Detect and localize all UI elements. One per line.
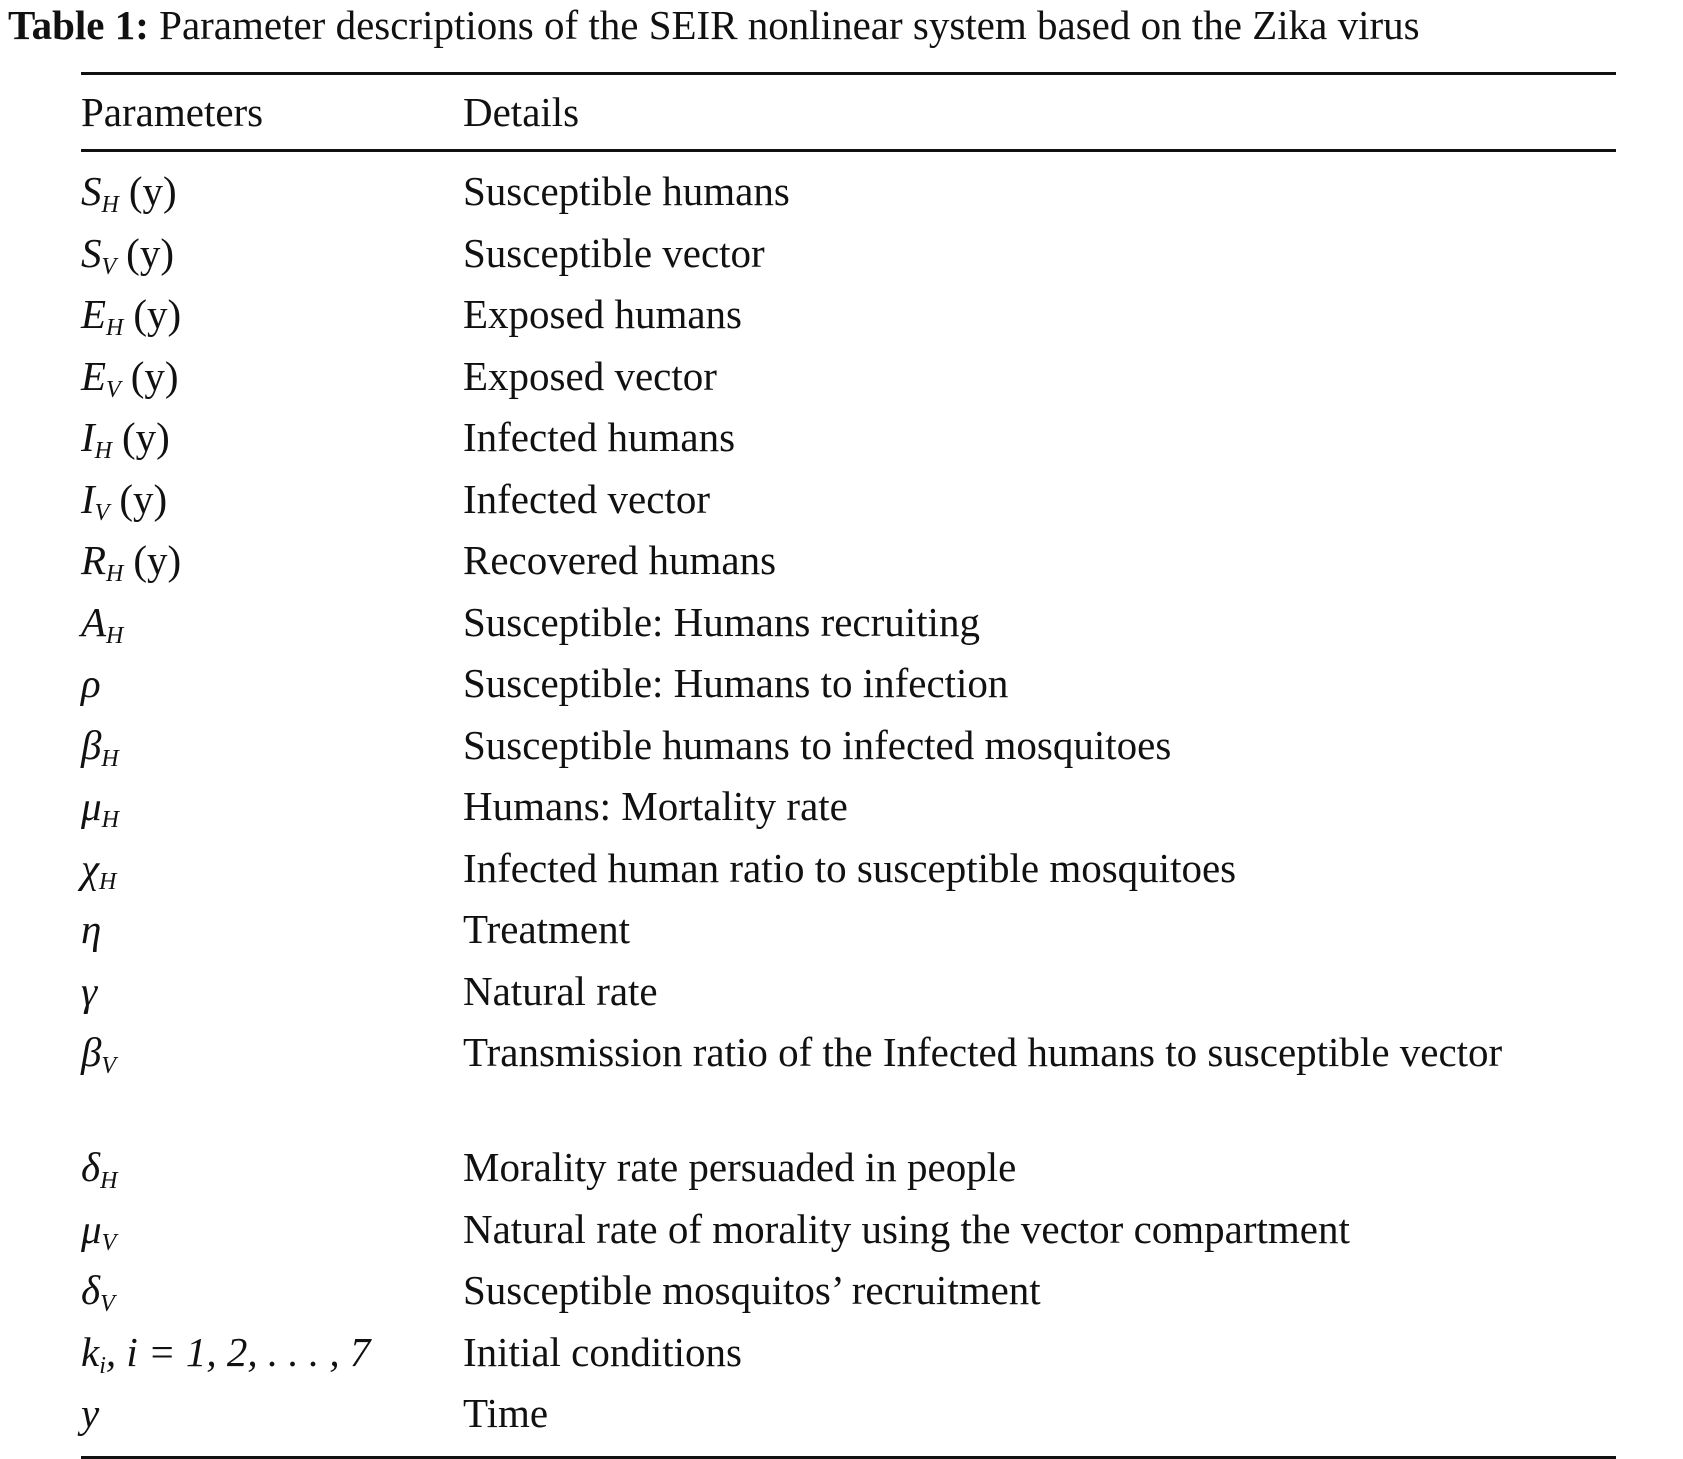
symbol-base: k (81, 1328, 100, 1375)
parameter-cell (81, 1202, 463, 1256)
table-row (81, 226, 1616, 288)
table-row (81, 1025, 1616, 1140)
parameter-cell (81, 410, 463, 464)
symbol-base: δ (81, 1144, 101, 1190)
table-row (81, 164, 1616, 226)
parameter-cell (81, 1140, 463, 1194)
detail-cell: Natural rate (463, 967, 658, 1014)
parameter-cell (81, 533, 463, 587)
symbol-subscript: H (100, 1168, 118, 1194)
parameter-cell (81, 1386, 463, 1440)
symbol-subscript: H (101, 807, 119, 833)
table-row (81, 841, 1616, 903)
symbol-base: β (81, 721, 102, 768)
parameter-cell (81, 779, 463, 833)
detail-cell: Recovered humans (463, 537, 777, 583)
table-row (81, 410, 1616, 472)
parameter-symbol (81, 598, 124, 649)
symbol-base: A (81, 598, 107, 645)
parameter-cell (81, 1325, 463, 1379)
header-parameters: Parameters (81, 89, 264, 135)
symbol-argument: (y) (130, 352, 179, 399)
parameter-cell (81, 164, 463, 218)
detail-cell: Susceptible: Humans to infection (463, 660, 1009, 706)
symbol-subscript: H (106, 561, 124, 587)
table-body (81, 152, 1616, 1456)
parameter-symbol (81, 844, 117, 895)
parameter-symbol (81, 414, 112, 464)
symbol-subscript: H (101, 192, 119, 218)
table-row (81, 472, 1616, 534)
parameter-cell (81, 718, 463, 772)
detail-cell: Susceptible humans (463, 168, 790, 214)
symbol-argument: , i = 1, 2, . . . , 7 (105, 1328, 371, 1375)
table-row (81, 779, 1616, 841)
detail-cell: Morality rate persuaded in people (463, 1144, 1017, 1190)
table-row (81, 1140, 1616, 1202)
symbol-base: E (81, 352, 107, 399)
detail-cell: Time (463, 1390, 549, 1436)
symbol-base: R (81, 537, 107, 583)
symbol-subscript: H (101, 745, 119, 772)
table-row (81, 595, 1616, 657)
detail-cell: Infected human ratio to susceptible mosquitoes (463, 844, 1237, 891)
parameter-symbol (81, 1205, 117, 1256)
symbol-base: ρ (81, 660, 101, 706)
symbol-base: I (81, 475, 95, 522)
table-row (81, 1202, 1616, 1264)
parameter-cell (81, 287, 463, 341)
parameter-cell (81, 656, 463, 710)
symbol-base: μ (81, 1205, 102, 1252)
table-row (81, 1263, 1616, 1325)
detail-cell: Initial conditions (463, 1328, 742, 1375)
table-row (81, 1325, 1616, 1387)
parameter-cell (81, 1025, 463, 1079)
symbol-base: I (81, 414, 95, 460)
parameter-cell (81, 349, 463, 403)
symbol-subscript: H (106, 315, 124, 341)
table-row (81, 964, 1616, 1026)
parameter-cell (81, 841, 463, 895)
symbol-subscript: V (101, 253, 117, 280)
symbol-argument: (y) (133, 291, 182, 337)
table-row (81, 1386, 1616, 1448)
detail-cell: Humans: Mortality rate (463, 783, 848, 829)
symbol-argument: (y) (126, 229, 174, 276)
parameter-cell (81, 595, 463, 649)
symbol-subscript: V (101, 1229, 117, 1256)
parameter-symbol (81, 352, 121, 403)
symbol-argument: (y) (119, 475, 168, 522)
symbol-base: S (81, 168, 102, 214)
detail-cell: Exposed vector (463, 352, 717, 399)
symbol-base: μ (81, 783, 102, 829)
symbol-base: χ (81, 844, 100, 891)
symbol-base: y (81, 1390, 100, 1436)
parameter-symbol (81, 1328, 106, 1379)
detail-cell: Transmission ratio of the Infected humans to susceptible vector (463, 1029, 1503, 1075)
parameter-symbol (81, 291, 124, 341)
caption-label: Table 1: (8, 2, 149, 48)
symbol-subscript: i (99, 1352, 106, 1379)
parameter-symbol (81, 1390, 99, 1436)
parameter-symbol (81, 168, 119, 218)
detail-cell: Susceptible vector (463, 229, 765, 276)
detail-cell: Susceptible mosquitos’ recruitment (463, 1267, 1041, 1313)
parameter-cell (81, 964, 463, 1018)
symbol-base: δ (81, 1267, 101, 1313)
parameter-symbol (81, 721, 119, 772)
parameter-symbol (81, 229, 117, 280)
table-row (81, 533, 1616, 595)
parameter-symbol (81, 783, 119, 833)
symbol-subscript: H (94, 438, 112, 464)
symbol-subscript: H (106, 622, 124, 649)
parameter-cell (81, 472, 463, 526)
table-row (81, 718, 1616, 780)
symbol-base: E (81, 291, 107, 337)
symbol-subscript: V (100, 1291, 115, 1317)
table-caption (8, 0, 1678, 50)
symbol-subscript: V (101, 1053, 117, 1079)
table-row (81, 287, 1616, 349)
symbol-subscript: V (94, 499, 110, 526)
symbol-base: η (81, 906, 102, 952)
parameter-cell (81, 226, 463, 280)
parameter-cell (81, 1263, 463, 1317)
detail-cell: Infected vector (463, 475, 710, 522)
detail-cell: Treatment (463, 906, 631, 952)
symbol-base: γ (81, 967, 98, 1014)
table-row (81, 349, 1616, 411)
parameter-symbol (81, 1267, 115, 1317)
symbol-argument: (y) (133, 537, 182, 583)
table-row (81, 902, 1616, 964)
parameter-symbol (81, 537, 124, 587)
symbol-base: S (81, 229, 102, 276)
parameter-cell (81, 902, 463, 956)
table-header-row (81, 75, 1616, 149)
caption-text: Parameter descriptions of the SEIR nonlinear system based on the Zika virus (159, 2, 1420, 48)
detail-cell: Exposed humans (463, 291, 742, 337)
detail-cell: Infected humans (463, 414, 736, 460)
bottom-rule (81, 1456, 1616, 1459)
detail-cell: Susceptible humans to infected mosquitoes (463, 721, 1172, 768)
parameter-symbol (81, 475, 110, 526)
parameter-symbol (81, 660, 101, 706)
parameter-table (81, 72, 1616, 1459)
parameter-symbol (81, 1029, 117, 1079)
parameter-symbol (81, 968, 97, 1014)
detail-cell: Susceptible: Humans recruiting (463, 598, 980, 645)
symbol-subscript: H (99, 868, 117, 895)
symbol-base: β (81, 1029, 102, 1075)
detail-cell: Natural rate of morality using the vector compartment (463, 1205, 1350, 1252)
symbol-argument: (y) (128, 168, 177, 214)
symbol-subscript: V (106, 376, 121, 403)
parameter-symbol (81, 906, 101, 952)
symbol-argument: (y) (122, 414, 170, 460)
table-row (81, 656, 1616, 718)
header-details: Details (463, 89, 580, 135)
parameter-symbol (81, 1144, 118, 1194)
